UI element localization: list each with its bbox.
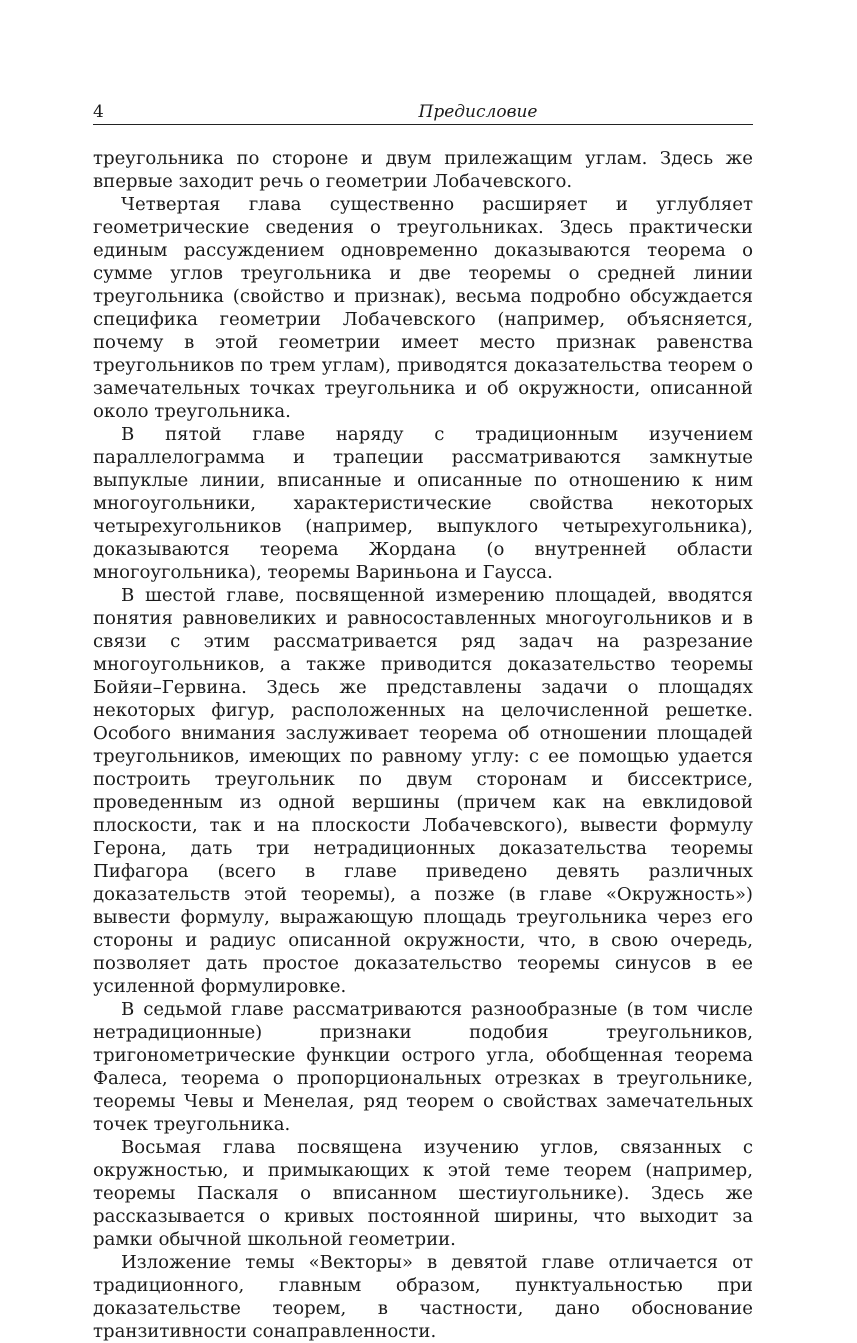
body-text	[93, 147, 753, 1343]
paragraph-chapter-9: Изложение темы «Векторы» в девятой главе отличается от традиционного, главным образом, пунктуальностью при доказательстве теорем, в частности, дано обоснование транзитивности сонаправленности.	[93, 1252, 753, 1342]
paragraph-chapter-5: В пятой главе наряду с традиционным изучением параллелограмма и трапеции рассматриваются замкнутые выпуклые линии, вписанные и описанные по отношению к ним многоугольники, характеристические свойства некоторых четырехугольников (например, выпуклого четырехугольника), доказываются теорема Жордана (о внутренней области многоугольника), теоремы Вариньона и Гаусса.	[93, 424, 753, 583]
paragraph-chapter-6: В шестой главе, посвященной измерению площадей, вводятся понятия равновеликих и равносоставленных многоугольников и в связи с этим рассматривается ряд задач на разрезание многоугольников, а также приводится доказательство теоремы Бойяи–Гервина. Здесь же представлены задачи о площадях некоторых фигур, расположенных на целочисленной решетке. Особого внимания заслуживает теорема об отношении площадей треугольников, имеющих по равному углу: с ее помощью удается построить треугольник по двум сторонам и биссектрисе, проведенным из одной вершины (причем как на евклидовой плоскости, так и на плоскости Лобачевского), вывести формулу Герона, дать три нетрадиционных доказательства теоремы Пифагора (всего в главе приведено девять различных доказательств этой теоремы), а позже (в главе «Окружность») вывести формулу, выражающую площадь треугольника через его стороны и радиус описанной окружности, что, в свою очередь, позволяет дать простое доказательство теоремы синусов в ее усиленной формулировке.	[93, 585, 753, 997]
paragraph-chapter-4: Четвертая глава существенно расширяет и углубляет геометрические сведения о треугольниках. Здесь практически единым рассуждением одновременно доказываются теорема о сумме углов треугольника и две теоремы о средней линии треугольника (свойство и признак), весьма подробно обсуждается специфика геометрии Лобачевского (например, объясняется, почему в этой геометрии имеет место признак равенства треугольников по трем углам), приводятся доказательства теорем о замечательных точках треугольника и об окружности, описанной около треугольника.	[93, 194, 753, 422]
paragraph-chapter-8: Восьмая глава посвящена изучению углов, связанных с окружностью, и примыкающих к этой теме теорем (например, теоремы Паскаля о вписанном шестиугольнике). Здесь же рассказывается о кривых постоянной ширины, что выходит за рамки обычной школьной геометрии.	[93, 1137, 753, 1250]
book-page	[93, 100, 753, 1343]
paragraph-continued: треугольника по стороне и двум прилежащим углам. Здесь же впервые заходит речь о геометрии Лобачевского.	[93, 148, 753, 192]
paragraph-chapter-7: В седьмой главе рассматриваются разнообразные (в том числе нетрадиционные) признаки подобия треугольников, тригонометрические функции острого угла, обобщенная теорема Фалеса, теорема о пропорциональных отрезках в треугольнике, теоремы Чевы и Менелая, ряд теорем о свойствах замечательных точек треугольника.	[93, 999, 753, 1135]
section-title: Предисловие	[418, 102, 538, 122]
page-number: 4	[93, 102, 104, 122]
running-head	[93, 100, 753, 125]
